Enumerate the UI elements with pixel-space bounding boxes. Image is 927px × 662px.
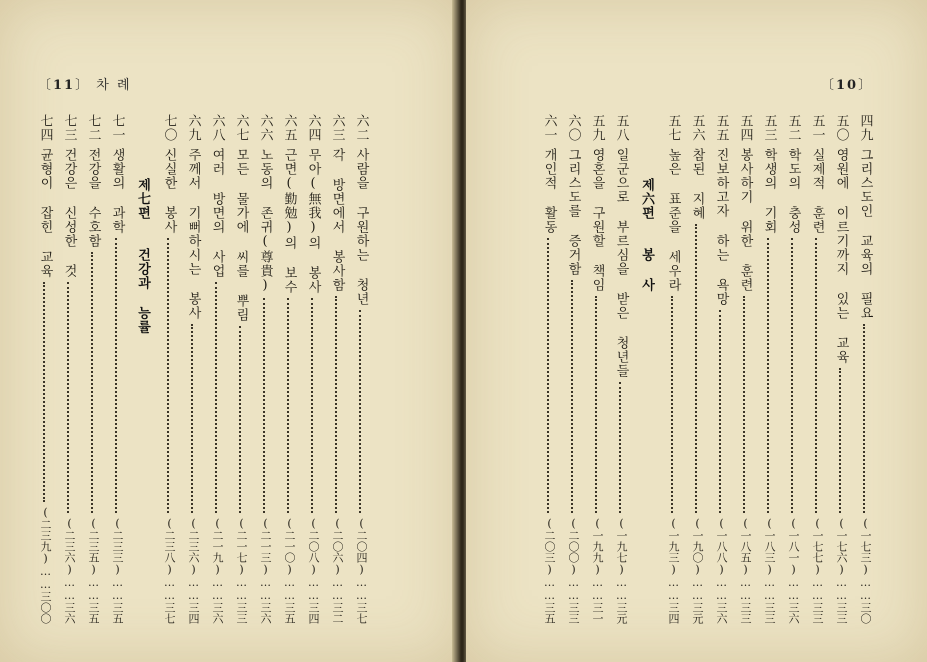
entry-title: 학생의 기회 <box>761 148 777 234</box>
toc-entry <box>232 114 250 624</box>
entry-number: 六八 <box>209 114 225 142</box>
entry-title: 모든 물가에 씨를 뿌림 <box>233 148 249 322</box>
entry-number: 六三 <box>329 114 345 142</box>
entry-title: 학도의 충성 <box>785 148 801 234</box>
toc-entry <box>36 114 54 624</box>
section-heading <box>638 178 656 292</box>
section-heading <box>134 178 152 334</box>
toc-entry <box>564 114 582 624</box>
entry-title: 각 방면에서 봉사함 <box>329 148 345 292</box>
entry-page: (二三六)……三四 <box>187 517 200 624</box>
toc-entry <box>352 114 370 624</box>
entry-number: 五九 <box>589 114 605 142</box>
entry-title: 실제적 훈련 <box>809 148 825 234</box>
toc-entry <box>808 114 826 624</box>
entry-page: (二一七)……三三 <box>235 517 248 624</box>
entry-title: 주께서 기뻐하시는 봉사 <box>185 148 201 320</box>
leader-dots <box>839 368 843 513</box>
entry-page: (二〇三)……三五 <box>543 517 556 624</box>
leader-dots <box>743 296 747 513</box>
leader-dots <box>695 224 699 513</box>
toc-entry <box>736 114 754 624</box>
entry-number: 五二 <box>785 114 801 142</box>
entry-page: (二〇四)……三七 <box>355 517 368 624</box>
entry-title: 균형이 잡힌 교육 <box>37 148 53 278</box>
left-page <box>0 0 458 662</box>
entry-number: 五〇 <box>833 114 849 142</box>
toc-entry <box>588 114 606 624</box>
toc-entry <box>328 114 346 624</box>
entry-number: 五六 <box>689 114 705 142</box>
entry-title: 신실한 봉사 <box>161 148 177 234</box>
section-subtitle: 봉 사 <box>639 248 654 292</box>
entry-number: 七三 <box>61 114 77 142</box>
entry-page: (一七七)……三三 <box>811 517 824 624</box>
toc-entry <box>760 114 778 624</box>
section-title: 제六편 <box>639 178 654 220</box>
entry-page: (二三六)……三六 <box>63 517 76 624</box>
entry-title: 여러 방면의 사업 <box>209 148 225 278</box>
leader-dots <box>115 238 119 513</box>
leader-dots <box>863 324 867 513</box>
leader-dots <box>791 238 795 513</box>
toc-entry <box>108 114 126 624</box>
toc-entry <box>280 114 298 624</box>
entry-page: (一九七)……三元 <box>615 517 628 624</box>
entry-title: 영원에 이르기까지 있는 교육 <box>833 148 849 364</box>
entry-title: 그리스도인 교육의 필요 <box>857 148 873 320</box>
entry-page: (一九三)……三四 <box>667 517 680 624</box>
entry-number: 六四 <box>305 114 321 142</box>
entry-page: (一八三)……三三 <box>763 517 776 624</box>
entry-number: 五三 <box>761 114 777 142</box>
entry-number: 六七 <box>233 114 249 142</box>
entry-title: 영혼을 구원할 책임 <box>589 148 605 292</box>
toc-entry <box>60 114 78 624</box>
entry-number: 五四 <box>737 114 753 142</box>
leader-dots <box>767 238 771 513</box>
entry-title: 무아(無我)의 봉사 <box>305 148 321 294</box>
leader-dots <box>335 296 339 513</box>
entry-title: 개인적 활동 <box>541 148 557 234</box>
entry-page: (二三三)……三五 <box>111 517 124 624</box>
leader-dots <box>719 310 723 513</box>
toc-entry <box>540 114 558 624</box>
entry-title: 봉사하기 위한 훈련 <box>737 148 753 292</box>
left-page-header: 〔11〕 차 례 <box>38 78 132 93</box>
entry-number: 六六 <box>257 114 273 142</box>
left-page-header-label: 차 례 <box>96 78 132 93</box>
entry-title: 일군으로 부르심을 받은 청년들 <box>613 148 629 378</box>
entry-number: 五七 <box>665 114 681 142</box>
entry-title: 높은 표준을 세우라 <box>665 148 681 292</box>
right-page <box>466 0 927 662</box>
leader-dots <box>67 282 71 513</box>
entry-page: (一八一)……三六 <box>787 517 800 624</box>
entry-number: 五五 <box>713 114 729 142</box>
leader-dots <box>619 382 623 513</box>
leader-dots <box>263 298 267 513</box>
entry-title: 생활의 과학 <box>109 148 125 234</box>
entry-page: (二一三)……三六 <box>259 517 272 624</box>
entry-title: 참된 지혜 <box>689 148 705 220</box>
entry-page: (二三八)……三七 <box>163 517 176 624</box>
entry-number: 六五 <box>281 114 297 142</box>
toc-entry <box>832 114 850 624</box>
entry-title: 근면(勤勉)의 보수 <box>281 148 297 294</box>
toc-entry <box>784 114 802 624</box>
leader-dots <box>91 252 95 513</box>
entry-number: 七〇 <box>161 114 177 142</box>
entry-number: 六二 <box>353 114 369 142</box>
section-title: 제七편 <box>135 178 150 220</box>
entry-page: (二〇六)……三二 <box>331 517 344 624</box>
leader-dots <box>43 282 47 502</box>
leader-dots <box>239 326 243 513</box>
entry-page: (二〇八)……三四 <box>307 517 320 624</box>
toc-entry <box>612 114 630 624</box>
toc-entry <box>84 114 102 624</box>
entry-number: 五八 <box>613 114 629 142</box>
leader-dots <box>287 298 291 513</box>
entry-page: (一九九)……三一 <box>591 517 604 624</box>
toc-entry <box>688 114 706 624</box>
right-page-header: 〔10〕 <box>821 78 874 93</box>
toc-entry <box>304 114 322 624</box>
entry-title: 노동의 존귀(尊貴) <box>257 148 273 294</box>
right-page-number: 10 <box>836 78 859 93</box>
leader-dots <box>311 298 315 513</box>
entry-page: (二三九)……三〇〇 <box>39 506 52 624</box>
leader-dots <box>191 324 195 513</box>
toc-entry <box>184 114 202 624</box>
entry-page: (二一〇)……三五 <box>283 517 296 624</box>
toc-entry <box>712 114 730 624</box>
entry-number: 七一 <box>109 114 125 142</box>
leader-dots <box>671 296 675 513</box>
leader-dots <box>359 310 363 513</box>
entry-page: (二〇〇)……三三 <box>567 517 580 624</box>
entry-page: (一七六)……三三 <box>835 517 848 624</box>
leader-dots <box>815 238 819 513</box>
leader-dots <box>215 282 219 513</box>
entry-number: 六〇 <box>565 114 581 142</box>
entry-page: (二一九)……三六 <box>211 517 224 624</box>
leader-dots <box>167 238 171 513</box>
entry-page: (一八五)……三三 <box>739 517 752 624</box>
entry-page: (一八八)……三六 <box>715 517 728 624</box>
entry-page: (一七三)……三〇 <box>859 517 872 624</box>
entry-title: 진보하고자 하는 욕망 <box>713 148 729 306</box>
toc-entry <box>664 114 682 624</box>
entry-number: 四九 <box>857 114 873 142</box>
toc-entry <box>160 114 178 624</box>
entry-number: 六九 <box>185 114 201 142</box>
leader-dots <box>547 238 551 513</box>
entry-page: (一九〇)……三元 <box>691 517 704 624</box>
section-subtitle: 건강과 능률 <box>135 248 150 334</box>
left-page-number: 11 <box>53 78 76 93</box>
leader-dots <box>571 280 575 513</box>
entry-title: 사람을 구원하는 청년 <box>353 148 369 306</box>
entry-number: 七二 <box>85 114 101 142</box>
toc-entry <box>256 114 274 624</box>
entry-number: 五一 <box>809 114 825 142</box>
entry-title: 전강을 수호함 <box>85 148 101 248</box>
leader-dots <box>595 296 599 513</box>
toc-entry <box>208 114 226 624</box>
entry-page: (二三五)……三五 <box>87 517 100 624</box>
entry-number: 七四 <box>37 114 53 142</box>
entry-number: 六一 <box>541 114 557 142</box>
entry-title: 그리스도를 증거함 <box>565 148 581 276</box>
toc-entry <box>856 114 874 624</box>
entry-title: 건강은 신성한 것 <box>61 148 77 278</box>
